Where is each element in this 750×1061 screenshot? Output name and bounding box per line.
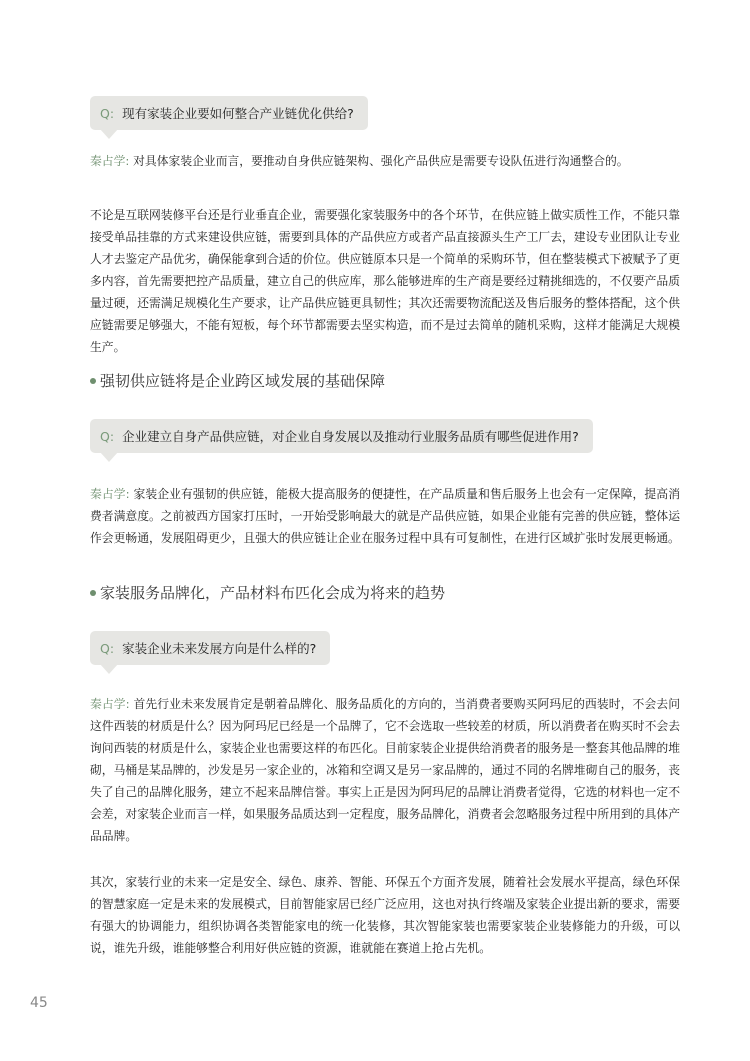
body-paragraph-2 xyxy=(90,871,680,959)
bullet-icon xyxy=(90,378,96,384)
answer-paragraph-2 xyxy=(90,483,680,549)
heading-text: 强韧供应链将是企业跨区域发展的基础保障 xyxy=(100,372,386,390)
question-text: 现有家装企业要如何整合产业链优化供给? xyxy=(122,106,354,121)
question-text: 企业建立自身产品供应链，对企业自身发展以及推动行业服务品质有哪些促进作用? xyxy=(122,429,579,444)
paragraph-text: 其次，家装行业的未来一定是安全、绿色、康养、智能、环保五个方面齐发展，随着社会发展水平提高，绿色环保的智慧家庭一定是未来的发展模式，目前智能家居已经广泛应用，这也对执行终端及家装企业提出新的要求，需要有强大的协调能力，组织协调各类智能家电的统一化装修，其次智能家装也需要家装企业装修能力的升级，可以说，谁先升级，谁能够整合利用好供应链的资源，谁就能在赛道上抢占先机。 xyxy=(90,875,680,955)
page-number: 45 xyxy=(30,995,48,1011)
speaker-label: 秦占学: xyxy=(90,697,130,711)
q-prefix: Q: xyxy=(100,640,115,656)
q-prefix: Q: xyxy=(100,105,115,121)
speaker-label: 秦占学: xyxy=(90,487,130,501)
question-text: 家装企业未来发展方向是什么样的? xyxy=(122,641,317,656)
question-bubble-2 xyxy=(90,419,593,453)
answer-text: 对具体家装企业而言，要推动自身供应链架构、强化产品供应是需要专设队伍进行沟通整合的。 xyxy=(133,154,629,168)
heading-text: 家装服务品牌化，产品材料布匹化会成为将来的趋势 xyxy=(100,584,446,602)
question-bubble-1 xyxy=(90,96,368,130)
answer-text: 首先行业未来发展肯定是朝着品牌化、服务品质化的方向的，当消费者要购买阿玛尼的西装时，不会去问这件西装的材质是什么？因为阿玛尼已经是一个品牌了，它不会选取一些较差的材质，所以消费者在购买时不会去询问西装的材质是什么，家装企业也需要这样的布匹化。目前家装企业提供给消费者的服务是一整套其他品牌的堆砌，马桶是某品牌的，沙发是另一家企业的，冰箱和空调又是另一家品牌的，通过不同的名牌堆砌自己的服务，丧失了自己的品牌化服务，建立不起来品牌信誉。事实上正是因为阿玛尼的品牌让消费者觉得，它选的材料也一定不会差，对家装企业而言一样，如果服务品质达到一定程度，服务品牌化，消费者会忽略服务过程中所用到的具体产品品牌。 xyxy=(90,697,680,843)
section-heading-2 xyxy=(90,582,445,603)
q-prefix: Q: xyxy=(100,428,115,444)
answer-paragraph-3 xyxy=(90,693,680,847)
paragraph-text: 不论是互联网装修平台还是行业垂直企业，需要强化家装服务中的各个环节，在供应链上做实质性工作，不能只靠接受单品挂靠的方式来建设供应链，需要到具体的产品供应方或者产品直接源头生产工厂去，建设专业团队让专业人才去鉴定产品优劣，确保能拿到合适的价位。供应链原本只是一个简单的采购环节，但在整装模式下被赋予了更多内容，首先需要把控产品质量，建立自己的供应库，那么能够进库的生产商是要经过精挑细选的，不仅要产品质量过硬，还需满足规模化生产要求，让产品供应链更具韧性；其次还需要物流配送及售后服务的整体搭配，这个供应链需要足够强大，不能有短板，每个环节都需要去坚实构造，而不是过去简单的随机采购，这样才能满足大规模生产。 xyxy=(90,208,680,354)
answer-paragraph-1 xyxy=(90,150,680,172)
body-paragraph-1 xyxy=(90,204,680,358)
answer-text: 家装企业有强韧的供应链，能极大提高服务的便捷性，在产品质量和售后服务上也会有一定保障，提高消费者满意度。之前被西方国家打压时，一开始受影响最大的就是产品供应链，如果企业能有完善的供应链，整体运作会更畅通，发展阻碍更少，且强大的供应链让企业在服务过程中具有可复制性，在进行区域扩张时发展更畅通。 xyxy=(90,487,680,545)
question-bubble-3 xyxy=(90,631,330,665)
section-heading-1 xyxy=(90,370,385,391)
bullet-icon xyxy=(90,590,96,596)
speaker-label: 秦占学: xyxy=(90,154,130,168)
